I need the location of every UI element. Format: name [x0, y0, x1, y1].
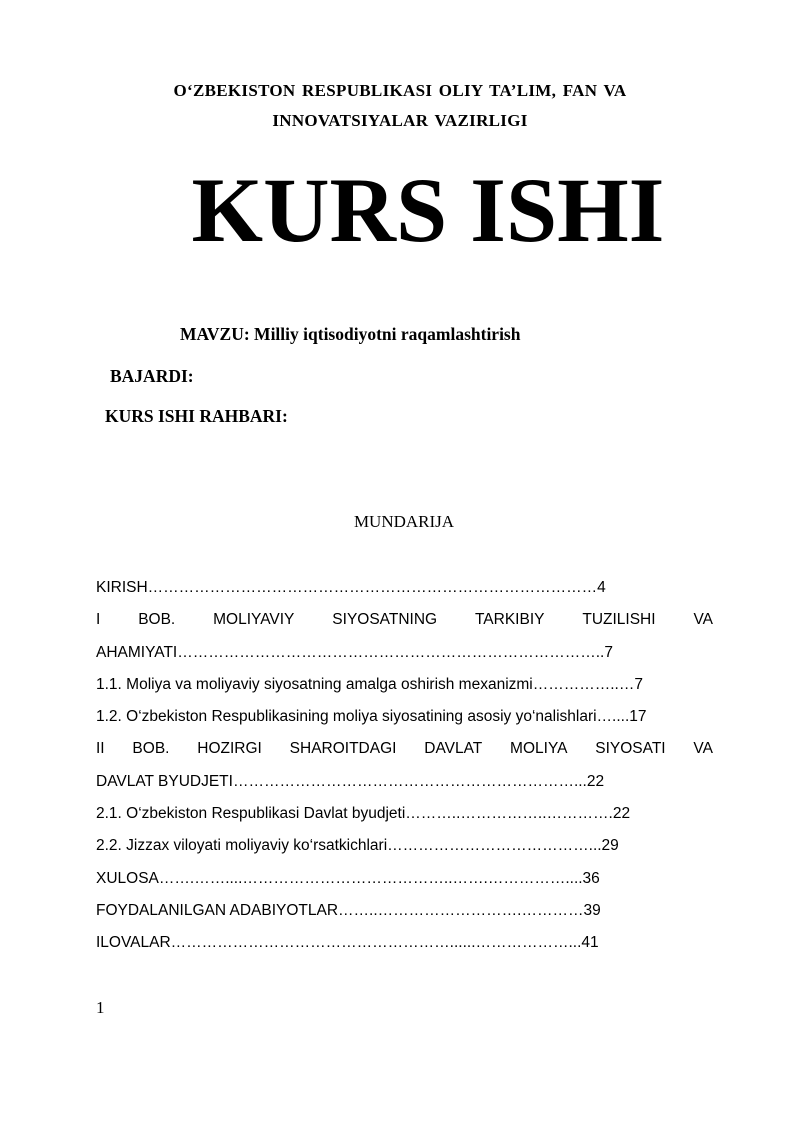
toc-word: SIYOSATI — [595, 740, 666, 758]
ministry-header — [0, 76, 800, 136]
toc-heading: MUNDARIJA — [353, 512, 455, 531]
toc-word: BOB. — [132, 740, 170, 758]
toc-word: TARKIBIY — [474, 611, 545, 629]
toc-entry-chapter-1-cont: AHAMIYATI………………………………………………………………………..7 — [96, 643, 613, 661]
toc-entry-references: FOYDALANILGAN ADABIYOTLAR……..……………………….…………39 — [96, 901, 601, 919]
toc-word: MOLIYAVIY — [213, 611, 295, 629]
toc-entry-xulosa: XULOSA…….……....…………………………………..…….……………....36 — [96, 869, 600, 887]
topic-field: MAVZU: Milliy iqtisodiyotni raqamlashtirish — [180, 324, 521, 344]
toc-word: HOZIRGI — [197, 740, 262, 758]
toc-entry-kirish: KIRISH……………………………………………………………………………4 — [96, 579, 606, 596]
toc-entry-appendices: ILOVALAR………………………………………………......………………...41 — [96, 934, 599, 952]
toc-entry-1-1: 1.1. Moliya va moliyaviy siyosatning amalga oshirish mexanizmi……………..…7 — [96, 675, 643, 693]
toc-entry-chapter-1 — [96, 604, 713, 636]
toc-word: VA — [693, 611, 713, 629]
toc-entry-chapter-2-cont: DAVLAT BYUDJETI…………………………………………………………...22 — [96, 772, 605, 790]
toc-word: SIYOSATNING — [332, 611, 438, 629]
toc-word: MOLIYA — [510, 740, 568, 758]
toc-entry-2-2: 2.2. Jizzax viloyati moliyaviy ko‘rsatkichlari…………………………………...29 — [96, 837, 619, 855]
document-title: KURS ISHI — [191, 159, 665, 261]
supervisor-field: KURS ISHI RAHBARI: — [105, 406, 288, 426]
toc-word: BOB. — [138, 611, 176, 629]
author-field: BAJARDI: — [110, 366, 194, 386]
toc-word: DAVLAT — [424, 740, 483, 758]
toc-word: II — [96, 740, 105, 758]
ministry-line-1: O‘ZBEKISTON RESPUBLIKASI OLIY TA’LIM, FAN VA — [173, 81, 627, 100]
toc-entry-2-1: 2.1. O‘zbekiston Respublikasi Davlat byudjeti………..……………..………….22 — [96, 805, 631, 823]
toc-word: TUZILISHI — [582, 611, 656, 629]
toc-word: I — [96, 611, 101, 629]
toc-entry-chapter-2 — [96, 733, 713, 765]
toc-word: SHAROITDAGI — [289, 740, 397, 758]
ministry-line-2: INNOVATSIYALAR VAZIRLIGI — [272, 111, 528, 130]
table-of-contents — [96, 572, 713, 960]
page-number: 1 — [96, 998, 105, 1017]
toc-word: VA — [693, 740, 713, 758]
toc-entry-1-2: 1.2. O‘zbekiston Respublikasining moliya siyosatining asosiy yo‘nalishlari…....17 — [96, 708, 647, 726]
